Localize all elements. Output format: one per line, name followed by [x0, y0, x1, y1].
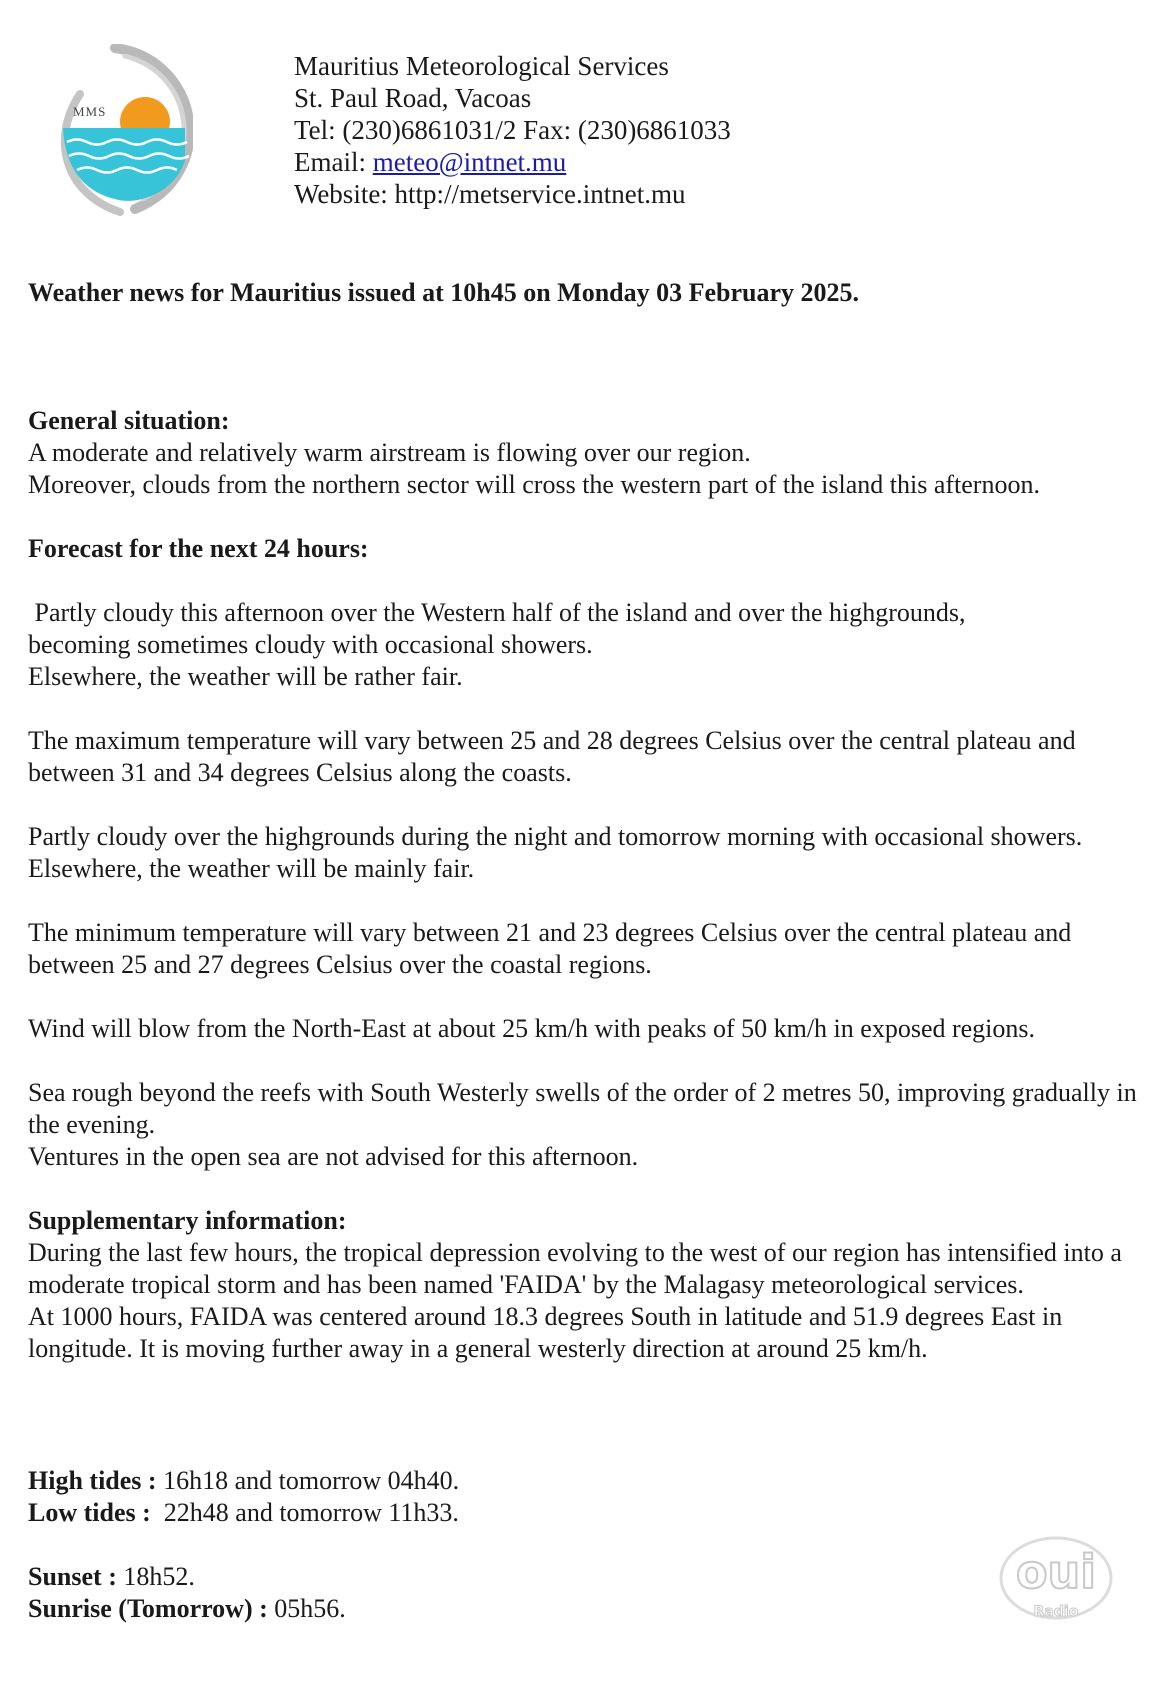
forecast-paragraph: Partly cloudy this afternoon over the Western half of the island and over the highgrounds,: [28, 598, 966, 627]
contact-header: [294, 50, 731, 210]
supplementary-heading: Supplementary information:: [28, 1206, 347, 1235]
sea-advisory: Ventures in the open sea are not advised for this afternoon.: [28, 1142, 639, 1171]
website: Website: http://metservice.intnet.mu: [294, 179, 686, 209]
max-temperature: The maximum temperature will vary between 25 and 28 degrees Celsius over the central plateau and between 31 and 34 degrees Celsius along the coasts.: [28, 726, 1076, 787]
sunset-label: Sunset :: [28, 1562, 117, 1591]
sunset: [28, 1561, 1148, 1593]
bulletin-body: [28, 277, 1148, 1625]
sunrise-value: 05h56.: [267, 1594, 346, 1623]
forecast-paragraph: Elsewhere, the weather will be rather fair.: [28, 662, 463, 691]
address: St. Paul Road, Vacoas: [294, 83, 532, 113]
low-tides-label: Low tides :: [28, 1498, 151, 1527]
sunrise: [28, 1593, 1148, 1625]
forecast-paragraph: becoming sometimes cloudy with occasional showers.: [28, 630, 593, 659]
watermark-subtext: Radio: [1033, 1604, 1079, 1620]
min-temperature: The minimum temperature will vary between 21 and 23 degrees Celsius over the central plateau and between 25 and 27 degrees Celsius over the coastal regions.: [28, 918, 1072, 979]
supplementary-paragraph: During the last few hours, the tropical depression evolving to the west of our region has intensified into a moderate tropical storm and has been named 'FAIDA' by the Malagasy meteorological services.: [28, 1238, 1122, 1299]
wind-forecast: Wind will blow from the North-East at about 25 km/h with peaks of 50 km/h in exposed regions.: [28, 1014, 1036, 1043]
high-tides-value: 16h18 and tomorrow 04h40.: [156, 1466, 460, 1495]
phone-fax: Tel: (230)6861031/2 Fax: (230)6861033: [294, 115, 731, 145]
night-forecast: Partly cloudy over the highgrounds during the night and tomorrow morning with occasional showers.: [28, 822, 1083, 851]
forecast-heading: Forecast for the next 24 hours:: [28, 534, 369, 563]
sunrise-label: Sunrise (Tomorrow) :: [28, 1594, 268, 1623]
logo-text: MMS: [73, 104, 107, 119]
oui-radio-watermark: [996, 1530, 1118, 1626]
email-link[interactable]: meteo@intnet.mu: [372, 147, 567, 177]
general-situation-line: Moreover, clouds from the northern sector will cross the western part of the island this afternoon.: [28, 470, 1040, 499]
watermark-text: oui: [1015, 1545, 1097, 1599]
email-label: Email:: [294, 147, 373, 177]
general-situation-heading: General situation:: [28, 406, 230, 435]
low-tides: [28, 1497, 1148, 1529]
supplementary-paragraph: At 1000 hours, FAIDA was centered around 18.3 degrees South in latitude and 51.9 degrees East in longitude. It is moving further away in a general westerly direction at around 25 km/h.: [28, 1302, 1063, 1363]
low-tides-value: 22h48 and tomorrow 11h33.: [150, 1498, 459, 1527]
high-tides: [28, 1465, 1148, 1497]
mms-logo: [55, 44, 193, 222]
organization-name: Mauritius Meteorological Services: [294, 51, 669, 81]
night-forecast: Elsewhere, the weather will be mainly fair.: [28, 854, 475, 883]
general-situation-line: A moderate and relatively warm airstream is flowing over our region.: [28, 438, 751, 467]
sea-forecast: Sea rough beyond the reefs with South Westerly swells of the order of 2 metres 50, improving gradually in the evening.: [28, 1078, 1137, 1139]
email-line: [294, 146, 731, 178]
high-tides-label: High tides :: [28, 1466, 157, 1495]
bulletin-title: Weather news for Mauritius issued at 10h45 on Monday 03 February 2025.: [28, 278, 860, 307]
sunset-value: 18h52.: [116, 1562, 195, 1591]
